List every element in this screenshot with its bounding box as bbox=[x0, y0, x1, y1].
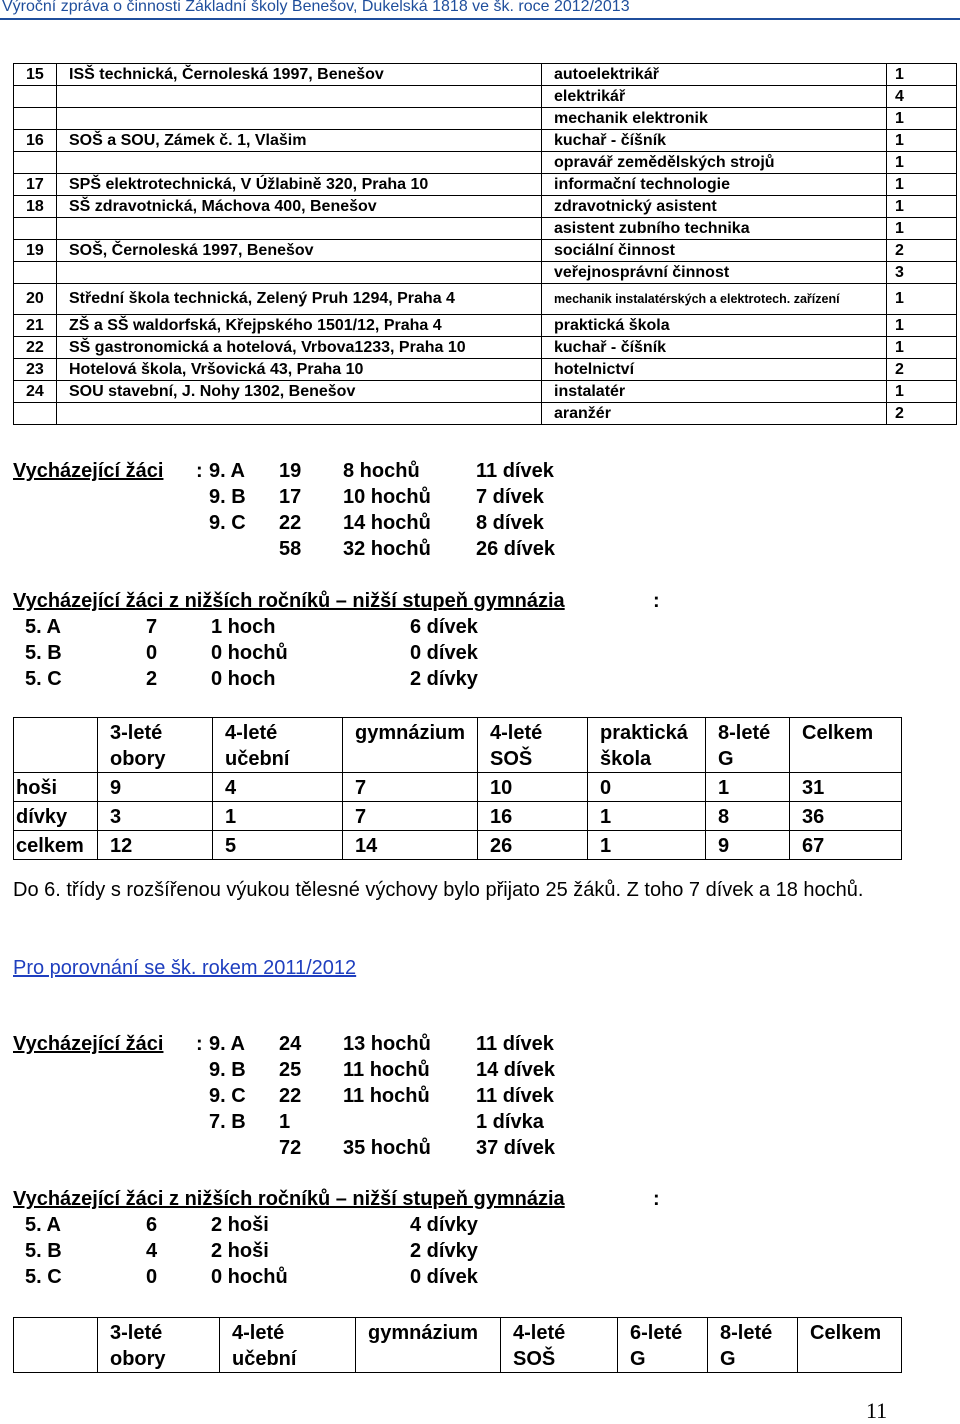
lower-grades-title: Vycházející žáci z nižších ročníků – nižší stupeň gymnázia bbox=[13, 1188, 565, 1210]
summary-row-label: celkem bbox=[14, 831, 98, 860]
graduate-cls: 9. A bbox=[209, 1033, 245, 1055]
graduate-boys: 2 hoši bbox=[211, 1240, 269, 1262]
graduate-boys: 35 hochů bbox=[343, 1137, 431, 1159]
summary-header-cell: Celkem bbox=[798, 1318, 902, 1373]
summary-cell: 5 bbox=[213, 831, 343, 860]
table-row bbox=[14, 240, 957, 262]
school-name: ZŠ a SŠ waldorfská, Křejpského 1501/12, Praha 4 bbox=[57, 315, 542, 337]
student-count: 1 bbox=[887, 381, 957, 403]
summary-cell: 9 bbox=[98, 773, 213, 802]
school-name: SOU stavební, J. Nohy 1302, Benešov bbox=[57, 381, 542, 403]
student-count: 1 bbox=[887, 174, 957, 196]
graduate-girls: 11 dívek bbox=[476, 1085, 554, 1107]
school-name: SOŠ, Černoleská 1997, Benešov bbox=[57, 240, 542, 262]
graduate-girls: 11 dívek bbox=[476, 460, 554, 482]
summary-row bbox=[14, 831, 902, 860]
lower-grades-colon: : bbox=[653, 590, 660, 612]
school-number bbox=[14, 152, 57, 174]
summary-cell: 7 bbox=[343, 802, 478, 831]
school-name: SOŠ a SOU, Zámek č. 1, Vlašim bbox=[57, 130, 542, 152]
summary-cell: 8 bbox=[706, 802, 790, 831]
graduates-2012 bbox=[13, 1033, 633, 1173]
summary-header-cell: 4-leté SOŠ bbox=[478, 718, 588, 773]
school-number bbox=[14, 403, 57, 425]
table-row bbox=[14, 174, 957, 196]
student-count: 4 bbox=[887, 86, 957, 108]
table-row bbox=[14, 403, 957, 425]
table-row bbox=[14, 196, 957, 218]
page-header: Výroční zpráva o činnosti Základní školy Benešov, Dukelská 1818 ve šk. roce 2012/2013 bbox=[2, 0, 630, 15]
graduate-total: 0 bbox=[146, 642, 158, 664]
school-name: Hotelová škola, Vršovická 43, Praha 10 bbox=[57, 359, 542, 381]
student-count: 2 bbox=[887, 403, 957, 425]
summary-row-label: hoši bbox=[14, 773, 98, 802]
lower-grades-2013 bbox=[13, 590, 713, 700]
header-divider bbox=[0, 18, 960, 20]
student-count: 1 bbox=[887, 315, 957, 337]
student-count: 1 bbox=[887, 196, 957, 218]
student-count: 1 bbox=[887, 218, 957, 240]
school-name bbox=[57, 108, 542, 130]
summary-header-cell: 3-leté obory bbox=[98, 718, 213, 773]
school-name bbox=[57, 403, 542, 425]
graduate-girls: 14 dívek bbox=[476, 1059, 555, 1081]
table-row bbox=[14, 86, 957, 108]
graduate-boys: 8 hochů bbox=[343, 460, 420, 482]
student-count: 2 bbox=[887, 359, 957, 381]
graduate-boys: 1 hoch bbox=[211, 616, 276, 638]
field-of-study: zdravotnický asistent bbox=[542, 196, 887, 218]
graduate-boys: 10 hochů bbox=[343, 486, 431, 508]
graduate-boys: 11 hochů bbox=[343, 1059, 430, 1081]
school-number: 18 bbox=[14, 196, 57, 218]
student-count: 1 bbox=[887, 284, 957, 315]
graduate-girls: 7 dívek bbox=[476, 486, 544, 508]
graduate-cls: 9. B bbox=[209, 486, 246, 508]
graduate-boys: 0 hochů bbox=[211, 1266, 288, 1288]
table-row bbox=[14, 315, 957, 337]
table-row bbox=[14, 381, 957, 403]
school-number bbox=[14, 86, 57, 108]
summary-cell: 16 bbox=[478, 802, 588, 831]
school-name bbox=[57, 86, 542, 108]
table-row bbox=[14, 152, 957, 174]
graduate-total: 2 bbox=[146, 668, 158, 690]
graduate-total: 24 bbox=[279, 1033, 302, 1055]
graduate-girls: 1 dívka bbox=[476, 1111, 544, 1133]
school-name bbox=[57, 152, 542, 174]
graduate-boys: 2 hoši bbox=[211, 1214, 269, 1236]
field-of-study: mechanik elektronik bbox=[542, 108, 887, 130]
graduate-girls: 6 dívek bbox=[410, 616, 478, 638]
graduate-girls: 4 dívky bbox=[410, 1214, 478, 1236]
field-of-study: informační technologie bbox=[542, 174, 887, 196]
school-number: 20 bbox=[14, 284, 57, 315]
student-count: 3 bbox=[887, 262, 957, 284]
graduates-label: Vycházející žáci bbox=[13, 1033, 164, 1055]
graduate-total: 25 bbox=[279, 1059, 302, 1081]
graduate-cls: 9. A bbox=[209, 460, 245, 482]
school-name: Střední škola technická, Zelený Pruh 1294, Praha 4 bbox=[57, 284, 542, 315]
student-count: 1 bbox=[887, 130, 957, 152]
school-name bbox=[57, 262, 542, 284]
summary-cell: 1 bbox=[588, 802, 706, 831]
graduate-boys: 13 hochů bbox=[343, 1033, 431, 1055]
lower-grades-2012 bbox=[13, 1188, 713, 1298]
graduate-total: 72 bbox=[279, 1137, 302, 1159]
comparison-link[interactable]: Pro porovnání se šk. rokem 2011/2012 bbox=[13, 957, 357, 979]
school-name: SŠ zdravotnická, Máchova 400, Benešov bbox=[57, 196, 542, 218]
table-row bbox=[14, 130, 957, 152]
student-count: 1 bbox=[887, 337, 957, 359]
lower-grades-title: Vycházející žáci z nižších ročníků – nižší stupeň gymnázia bbox=[13, 590, 565, 612]
graduate-boys: 11 hochů bbox=[343, 1085, 430, 1107]
graduate-total: 0 bbox=[146, 1266, 158, 1288]
graduate-total: 7 bbox=[146, 616, 158, 638]
summary-row bbox=[14, 773, 902, 802]
page-number: 11 bbox=[866, 1398, 888, 1423]
table-row bbox=[14, 108, 957, 130]
student-count: 1 bbox=[887, 152, 957, 174]
summary-header-cell: 4-leté učební bbox=[213, 718, 343, 773]
table-row bbox=[14, 359, 957, 381]
graduate-girls: 0 dívek bbox=[410, 642, 478, 664]
graduate-total: 58 bbox=[279, 538, 302, 560]
graduate-total: 6 bbox=[146, 1214, 158, 1236]
school-number: 19 bbox=[14, 240, 57, 262]
summary-header-cell: praktická škola bbox=[588, 718, 706, 773]
graduate-cls: 5. C bbox=[25, 668, 62, 690]
field-of-study: kuchař - číšník bbox=[542, 337, 887, 359]
summary-cell: 12 bbox=[98, 831, 213, 860]
field-of-study: kuchař - číšník bbox=[542, 130, 887, 152]
field-of-study: asistent zubního technika bbox=[542, 218, 887, 240]
graduate-cls: 9. C bbox=[209, 512, 246, 534]
summary-header-row bbox=[14, 1318, 902, 1373]
summary-row-label: dívky bbox=[14, 802, 98, 831]
school-number: 21 bbox=[14, 315, 57, 337]
field-of-study: autoelektrikář bbox=[542, 64, 887, 86]
graduate-cls: 9. B bbox=[209, 1059, 246, 1081]
field-of-study: sociální činnost bbox=[542, 240, 887, 262]
graduate-total: 22 bbox=[279, 1085, 302, 1107]
graduate-cls: 5. B bbox=[25, 1240, 62, 1262]
summary-header-row bbox=[14, 718, 902, 773]
school-number: 22 bbox=[14, 337, 57, 359]
summary-cell: 9 bbox=[706, 831, 790, 860]
student-count: 2 bbox=[887, 240, 957, 262]
summary-header-cell: 6-leté G bbox=[618, 1318, 708, 1373]
table-row bbox=[14, 64, 957, 86]
graduate-total: 19 bbox=[279, 460, 302, 482]
field-of-study: instalatér bbox=[542, 381, 887, 403]
lower-grades-colon: : bbox=[653, 1188, 660, 1210]
summary-cell: 1 bbox=[213, 802, 343, 831]
graduate-cls: 5. A bbox=[25, 616, 61, 638]
school-number bbox=[14, 108, 57, 130]
summary-cell: 7 bbox=[343, 773, 478, 802]
summary-table-2012 bbox=[13, 1317, 902, 1373]
summary-header-cell bbox=[14, 718, 98, 773]
graduates-2013 bbox=[13, 460, 633, 570]
summary-header-cell bbox=[14, 1318, 98, 1373]
summary-table-2013 bbox=[13, 717, 902, 860]
graduate-boys: 0 hochů bbox=[211, 642, 288, 664]
graduate-boys: 14 hochů bbox=[343, 512, 431, 534]
graduate-girls: 26 dívek bbox=[476, 538, 555, 560]
graduate-girls: 11 dívek bbox=[476, 1033, 554, 1055]
graduate-girls: 2 dívky bbox=[410, 668, 478, 690]
summary-header-cell: 8-leté G bbox=[706, 718, 790, 773]
school-number: 16 bbox=[14, 130, 57, 152]
graduate-boys: 32 hochů bbox=[343, 538, 431, 560]
table-row bbox=[14, 262, 957, 284]
graduate-cls: 5. B bbox=[25, 642, 62, 664]
table-row bbox=[14, 284, 957, 315]
school-name: SPŠ elektrotechnická, V Úžlabině 320, Praha 10 bbox=[57, 174, 542, 196]
field-of-study: praktická škola bbox=[542, 315, 887, 337]
summary-cell: 10 bbox=[478, 773, 588, 802]
summary-cell: 1 bbox=[588, 831, 706, 860]
graduate-total: 22 bbox=[279, 512, 302, 534]
summary-header-cell: gymnázium bbox=[356, 1318, 501, 1373]
graduate-girls: 37 dívek bbox=[476, 1137, 555, 1159]
graduates-colon: : bbox=[196, 1033, 203, 1055]
summary-header-cell: 4-leté učební bbox=[220, 1318, 356, 1373]
school-name bbox=[57, 218, 542, 240]
graduate-cls: 9. C bbox=[209, 1085, 246, 1107]
graduate-girls: 8 dívek bbox=[476, 512, 544, 534]
school-number: 24 bbox=[14, 381, 57, 403]
school-number bbox=[14, 218, 57, 240]
graduate-girls: 0 dívek bbox=[410, 1266, 478, 1288]
school-number: 23 bbox=[14, 359, 57, 381]
field-of-study: elektrikář bbox=[542, 86, 887, 108]
graduates-colon: : bbox=[196, 460, 203, 482]
school-number: 17 bbox=[14, 174, 57, 196]
summary-cell: 67 bbox=[790, 831, 902, 860]
summary-cell: 1 bbox=[706, 773, 790, 802]
summary-cell: 31 bbox=[790, 773, 902, 802]
graduate-girls: 2 dívky bbox=[410, 1240, 478, 1262]
summary-row bbox=[14, 802, 902, 831]
summary-header-cell: 4-leté SOŠ bbox=[501, 1318, 618, 1373]
graduate-cls: 7. B bbox=[209, 1111, 246, 1133]
table-row bbox=[14, 218, 957, 240]
graduate-cls: 5. A bbox=[25, 1214, 61, 1236]
student-count: 1 bbox=[887, 64, 957, 86]
graduate-cls: 5. C bbox=[25, 1266, 62, 1288]
school-name: ISŠ technická, Černoleská 1997, Benešov bbox=[57, 64, 542, 86]
summary-header-cell: gymnázium bbox=[343, 718, 478, 773]
field-of-study: opravář zemědělských strojů bbox=[542, 152, 887, 174]
student-count: 1 bbox=[887, 108, 957, 130]
school-number: 15 bbox=[14, 64, 57, 86]
field-of-study: veřejnosprávní činnost bbox=[542, 262, 887, 284]
field-of-study: hotelnictví bbox=[542, 359, 887, 381]
summary-cell: 0 bbox=[588, 773, 706, 802]
schools-table bbox=[13, 63, 957, 425]
graduate-boys: 0 hoch bbox=[211, 668, 276, 690]
summary-header-cell: 8-leté G bbox=[708, 1318, 798, 1373]
field-of-study: mechanik instalatérských a elektrotech. zařízení bbox=[542, 284, 887, 315]
school-number bbox=[14, 262, 57, 284]
summary-cell: 3 bbox=[98, 802, 213, 831]
admission-note: Do 6. třídy s rozšířenou výukou tělesné výchovy bylo přijato 25 žáků. Z toho 7 dívek a 18 hochů. bbox=[13, 879, 864, 901]
summary-header-cell: 3-leté obory bbox=[98, 1318, 220, 1373]
school-name: SŠ gastronomická a hotelová, Vrbova1233, Praha 10 bbox=[57, 337, 542, 359]
summary-cell: 26 bbox=[478, 831, 588, 860]
summary-cell: 4 bbox=[213, 773, 343, 802]
graduate-total: 4 bbox=[146, 1240, 158, 1262]
summary-cell: 36 bbox=[790, 802, 902, 831]
table-row bbox=[14, 337, 957, 359]
graduates-label: Vycházející žáci bbox=[13, 460, 164, 482]
summary-header-cell: Celkem bbox=[790, 718, 902, 773]
graduate-total: 17 bbox=[279, 486, 302, 508]
summary-cell: 14 bbox=[343, 831, 478, 860]
graduate-total: 1 bbox=[279, 1111, 291, 1133]
field-of-study: aranžér bbox=[542, 403, 887, 425]
